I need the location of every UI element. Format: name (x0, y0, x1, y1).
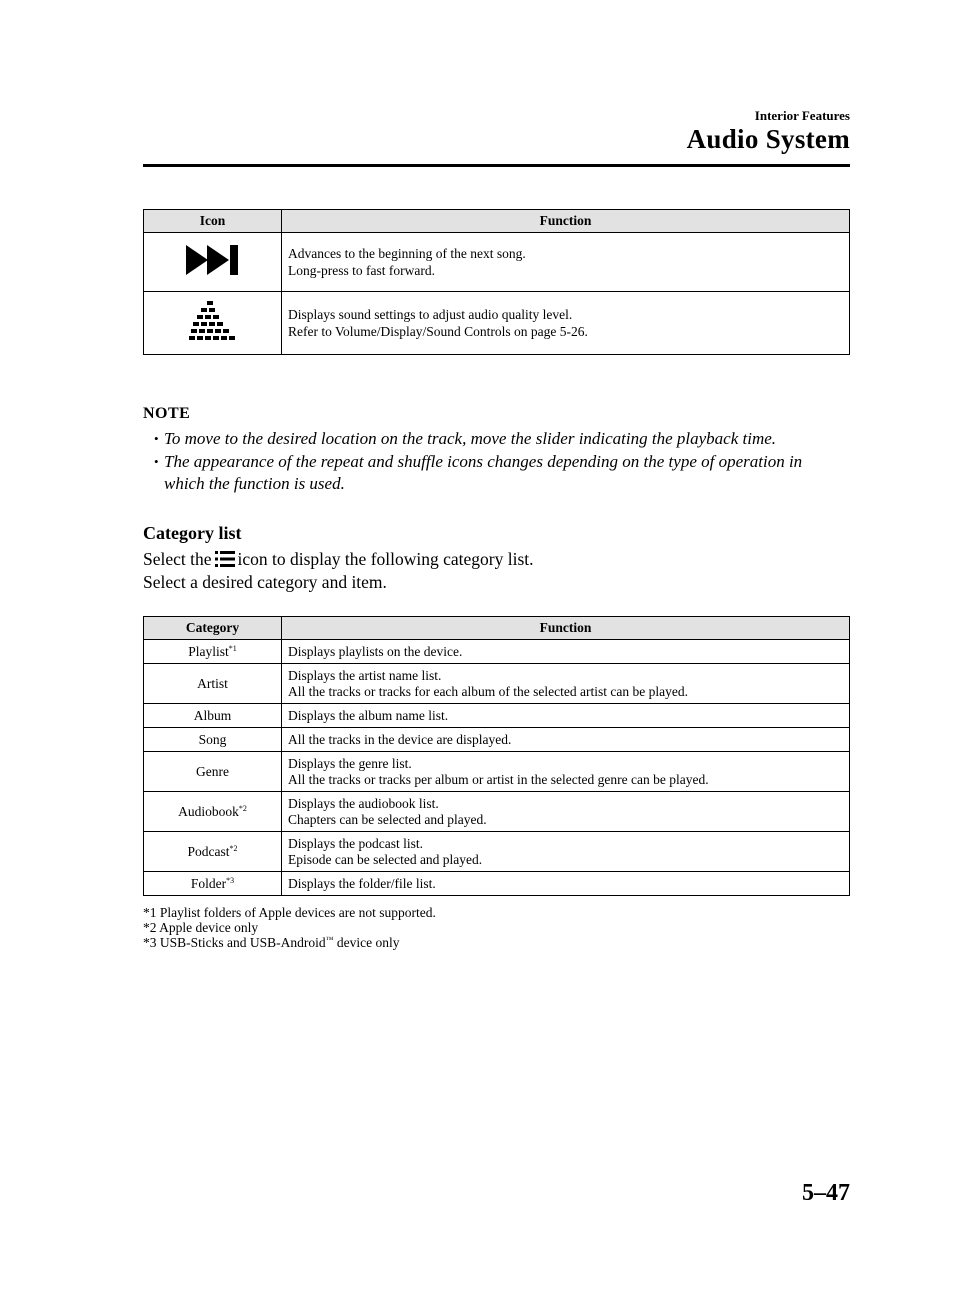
table-row (144, 292, 850, 355)
function-cell (282, 233, 850, 292)
section-label: Interior Features (754, 108, 850, 123)
category-cell: Genre (144, 752, 282, 792)
body-text-part: Select the (143, 549, 212, 569)
function-text: Long-press to fast forward. (288, 263, 435, 278)
icon-cell (144, 233, 282, 292)
skip-next-icon (186, 245, 240, 275)
function-text: Advances to the beginning of the next song. (288, 246, 526, 261)
function-cell: Displays the folder/file list. (282, 872, 850, 896)
table-row (144, 233, 850, 292)
table-row (144, 792, 850, 832)
function-cell: Displays the artist name list. All the tracks or tracks for each album of the selected artist can be played. (282, 664, 850, 704)
category-cell: Podcast$^{*2}$ (144, 832, 282, 872)
table-row (144, 664, 850, 704)
footnote: *3 USB-Sticks and USB-Android™ device only (143, 935, 400, 950)
header-rule (143, 164, 850, 167)
category-cell: Artist (144, 664, 282, 704)
table-row (144, 832, 850, 872)
note-item (143, 428, 863, 450)
bullet: • (154, 431, 159, 446)
bullet: • (154, 454, 159, 469)
table-header-row (144, 617, 850, 640)
function-text: Refer to Volume/Display/Sound Controls on page 5-26. (288, 324, 588, 339)
body-text (143, 549, 534, 573)
function-cell: Displays the album name list. (282, 704, 850, 728)
function-cell: Displays the audiobook list. Chapters can be selected and played. (282, 792, 850, 832)
table-row (144, 704, 850, 728)
body-text-part: icon to display the following category list. (237, 549, 534, 569)
note-item (143, 451, 803, 495)
category-cell: Album (144, 704, 282, 728)
function-cell: Displays the podcast list. Episode can be selected and played. (282, 832, 850, 872)
function-cell: All the tracks in the device are displayed. (282, 728, 850, 752)
sound-settings-icon (189, 301, 237, 341)
icon-cell (144, 292, 282, 355)
note-text: The appearance of the repeat and shuffle icons changes depending on the type of operation in which the function is used. (164, 452, 803, 493)
note-title: NOTE (143, 405, 191, 422)
table-row (144, 640, 850, 664)
category-cell: Playlist$^{*1}$ (144, 640, 282, 664)
table-row (144, 752, 850, 792)
column-header-category: Category (144, 617, 282, 640)
table-header-row (144, 210, 850, 233)
function-cell: Displays the genre list. All the tracks or tracks per album or artist in the selected genre can be played. (282, 752, 850, 792)
function-cell (282, 292, 850, 355)
category-cell: Audiobook$^{*2}$ (144, 792, 282, 832)
icon-function-table (143, 209, 850, 355)
footnote: *1 Playlist folders of Apple devices are not supported. (143, 905, 436, 920)
table-row (144, 728, 850, 752)
category-table (143, 616, 850, 896)
category-cell: Song (144, 728, 282, 752)
page-title: Audio System (686, 124, 850, 154)
column-header-function: Function (282, 210, 850, 233)
function-text: Displays sound settings to adjust audio quality level. (288, 307, 573, 322)
column-header-function: Function (282, 617, 850, 640)
page-number: 5–47 (802, 1180, 850, 1206)
body-text: Select a desired category and item. (143, 572, 387, 592)
footnote: *2 Apple device only (143, 920, 259, 935)
table-row (144, 872, 850, 896)
note-text: To move to the desired location on the track, move the slider indicating the playback time. (164, 429, 777, 448)
section-title: Category list (143, 523, 242, 543)
column-header-icon: Icon (144, 210, 282, 233)
list-icon (215, 550, 235, 573)
category-cell: Folder$^{*3}$ (144, 872, 282, 896)
function-cell: Displays playlists on the device. (282, 640, 850, 664)
